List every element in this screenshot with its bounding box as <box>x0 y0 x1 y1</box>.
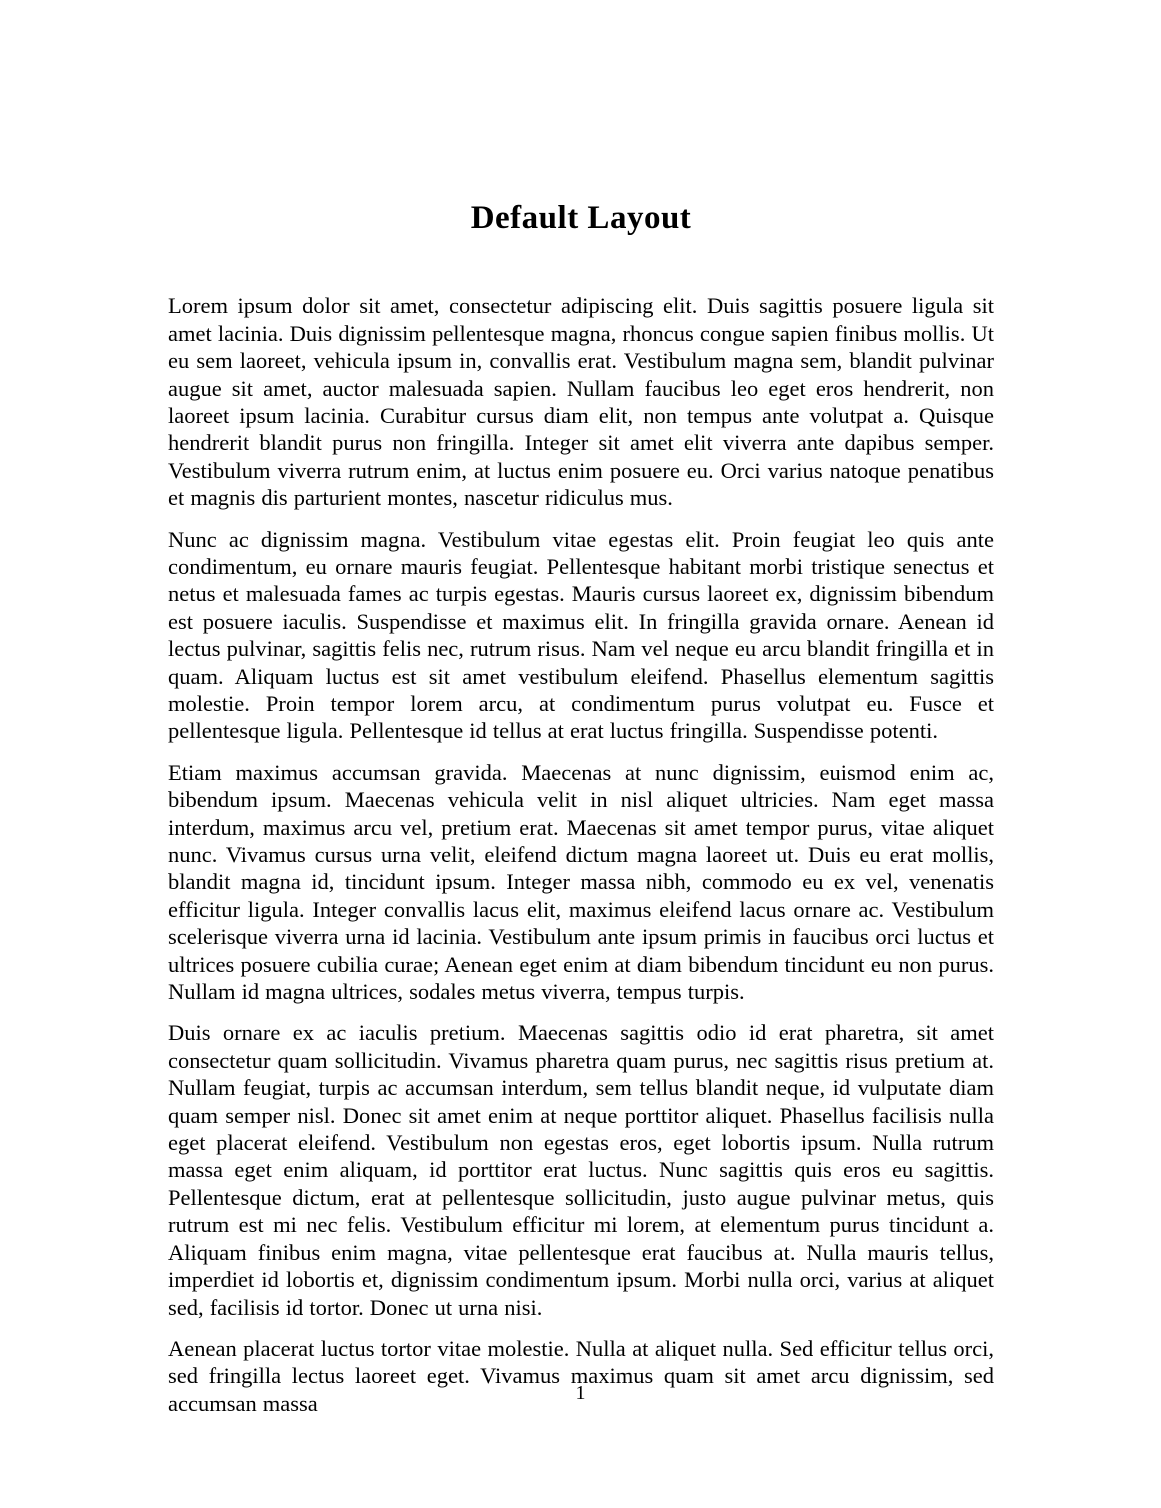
body-paragraph: Etiam maximus accumsan gravida. Maecenas at nunc dignissim, euismod enim ac, bibendum ipsum. Maecenas vehicula velit in nisl aliquet ultricies. Nam eget massa interdum, maximus arcu vel, pretium erat. Maecenas sit amet tempor purus, vitae aliquet nunc. Vivamus cursus urna velit, eleifend dictum magna laoreet ut. Duis eu erat mollis, blandit magna id, tincidunt ipsum. Integer massa nibh, commodo eu ex vel, venenatis efficitur ligula. Integer convallis lacus elit, maximus eleifend lacus ornare ac. Vestibulum scelerisque viverra urna id lacinia. Vestibulum ante ipsum primis in faucibus orci luctus et ultrices posuere cubilia curae; Aenean eget enim at diam bibendum tincidunt eu non purus. Nullam id magna ultrices, sodales metus viverra, tempus turpis. <box>168 759 994 1005</box>
body-paragraph: Duis ornare ex ac iaculis pretium. Maecenas sagittis odio id erat pharetra, sit amet consectetur quam sollicitudin. Vivamus pharetra quam purus, nec sagittis risus pretium at. Nullam feugiat, turpis ac accumsan interdum, sem tellus blandit neque, id vulputate diam quam semper nisl. Donec sit amet enim at neque porttitor aliquet. Phasellus facilisis nulla eget placerat eleifend. Vestibulum non egestas eros, eget lobortis ipsum. Nulla rutrum massa eget enim aliquam, id porttitor erat luctus. Nunc sagittis quis eros eu sagittis. Pellentesque dictum, erat at pellentesque sollicitudin, justo augue pulvinar metus, quis rutrum est mi nec felis. Vestibulum efficitur mi lorem, at elementum purus tincidunt a. Aliquam finibus enim magna, vitae pellentesque erat faucibus at. Nulla mauris tellus, imperdiet id lobortis et, dignissim condimentum ipsum. Morbi nulla orci, varius at aliquet sed, facilisis id tortor. Donec ut urna nisi. <box>168 1020 994 1320</box>
body-paragraph: Nunc ac dignissim magna. Vestibulum vitae egestas elit. Proin feugiat leo quis ante condimentum, eu ornare mauris feugiat. Pellentesque habitant morbi tristique senectus et netus et malesuada fames ac turpis egestas. Mauris cursus laoreet ex, dignissim bibendum est posuere iaculis. Suspendisse et maximus elit. In fringilla gravida ornare. Aenean id lectus pulvinar, sagittis felis nec, rutrum risus. Nam vel neque eu arcu blandit fringilla et in quam. Aliquam luctus est sit amet vestibulum eleifend. Phasellus elementum sagittis molestie. Proin tempor lorem arcu, at condimentum purus volutpat eu. Fusce et pellentesque ligula. Pellentesque id tellus at erat luctus fringilla. Suspendisse potenti. <box>168 526 994 744</box>
document-content <box>168 0 994 1431</box>
body-paragraph: Lorem ipsum dolor sit amet, consectetur adipiscing elit. Duis sagittis posuere ligula sit amet lacinia. Duis dignissim pellentesque magna, rhoncus congue sapien finibus mollis. Ut eu sem laoreet, vehicula ipsum in, convallis erat. Vestibulum magna sem, blandit pulvinar augue sit amet, auctor malesuada sapien. Nullam faucibus leo eget eros hendrerit, non laoreet ipsum lacinia. Curabitur cursus diam elit, non tempus ante volutpat a. Quisque hendrerit blandit purus non fringilla. Integer sit amet elit viverra ante dapibus semper. Vestibulum viverra rutrum enim, at luctus enim posuere eu. Orci varius natoque penatibus et magnis dis parturient montes, nascetur ridiculus mus. <box>168 293 994 511</box>
page-number: 1 <box>575 1382 586 1404</box>
body-paragraph: Aenean placerat luctus tortor vitae molestie. Nulla at aliquet nulla. Sed efficitur tellus orci, sed fringilla lectus laoreet eget. Vivamus maximus quam sit amet arcu dignissim, sed accumsan massa <box>168 1335 994 1416</box>
page-title: Default Layout <box>470 200 692 236</box>
